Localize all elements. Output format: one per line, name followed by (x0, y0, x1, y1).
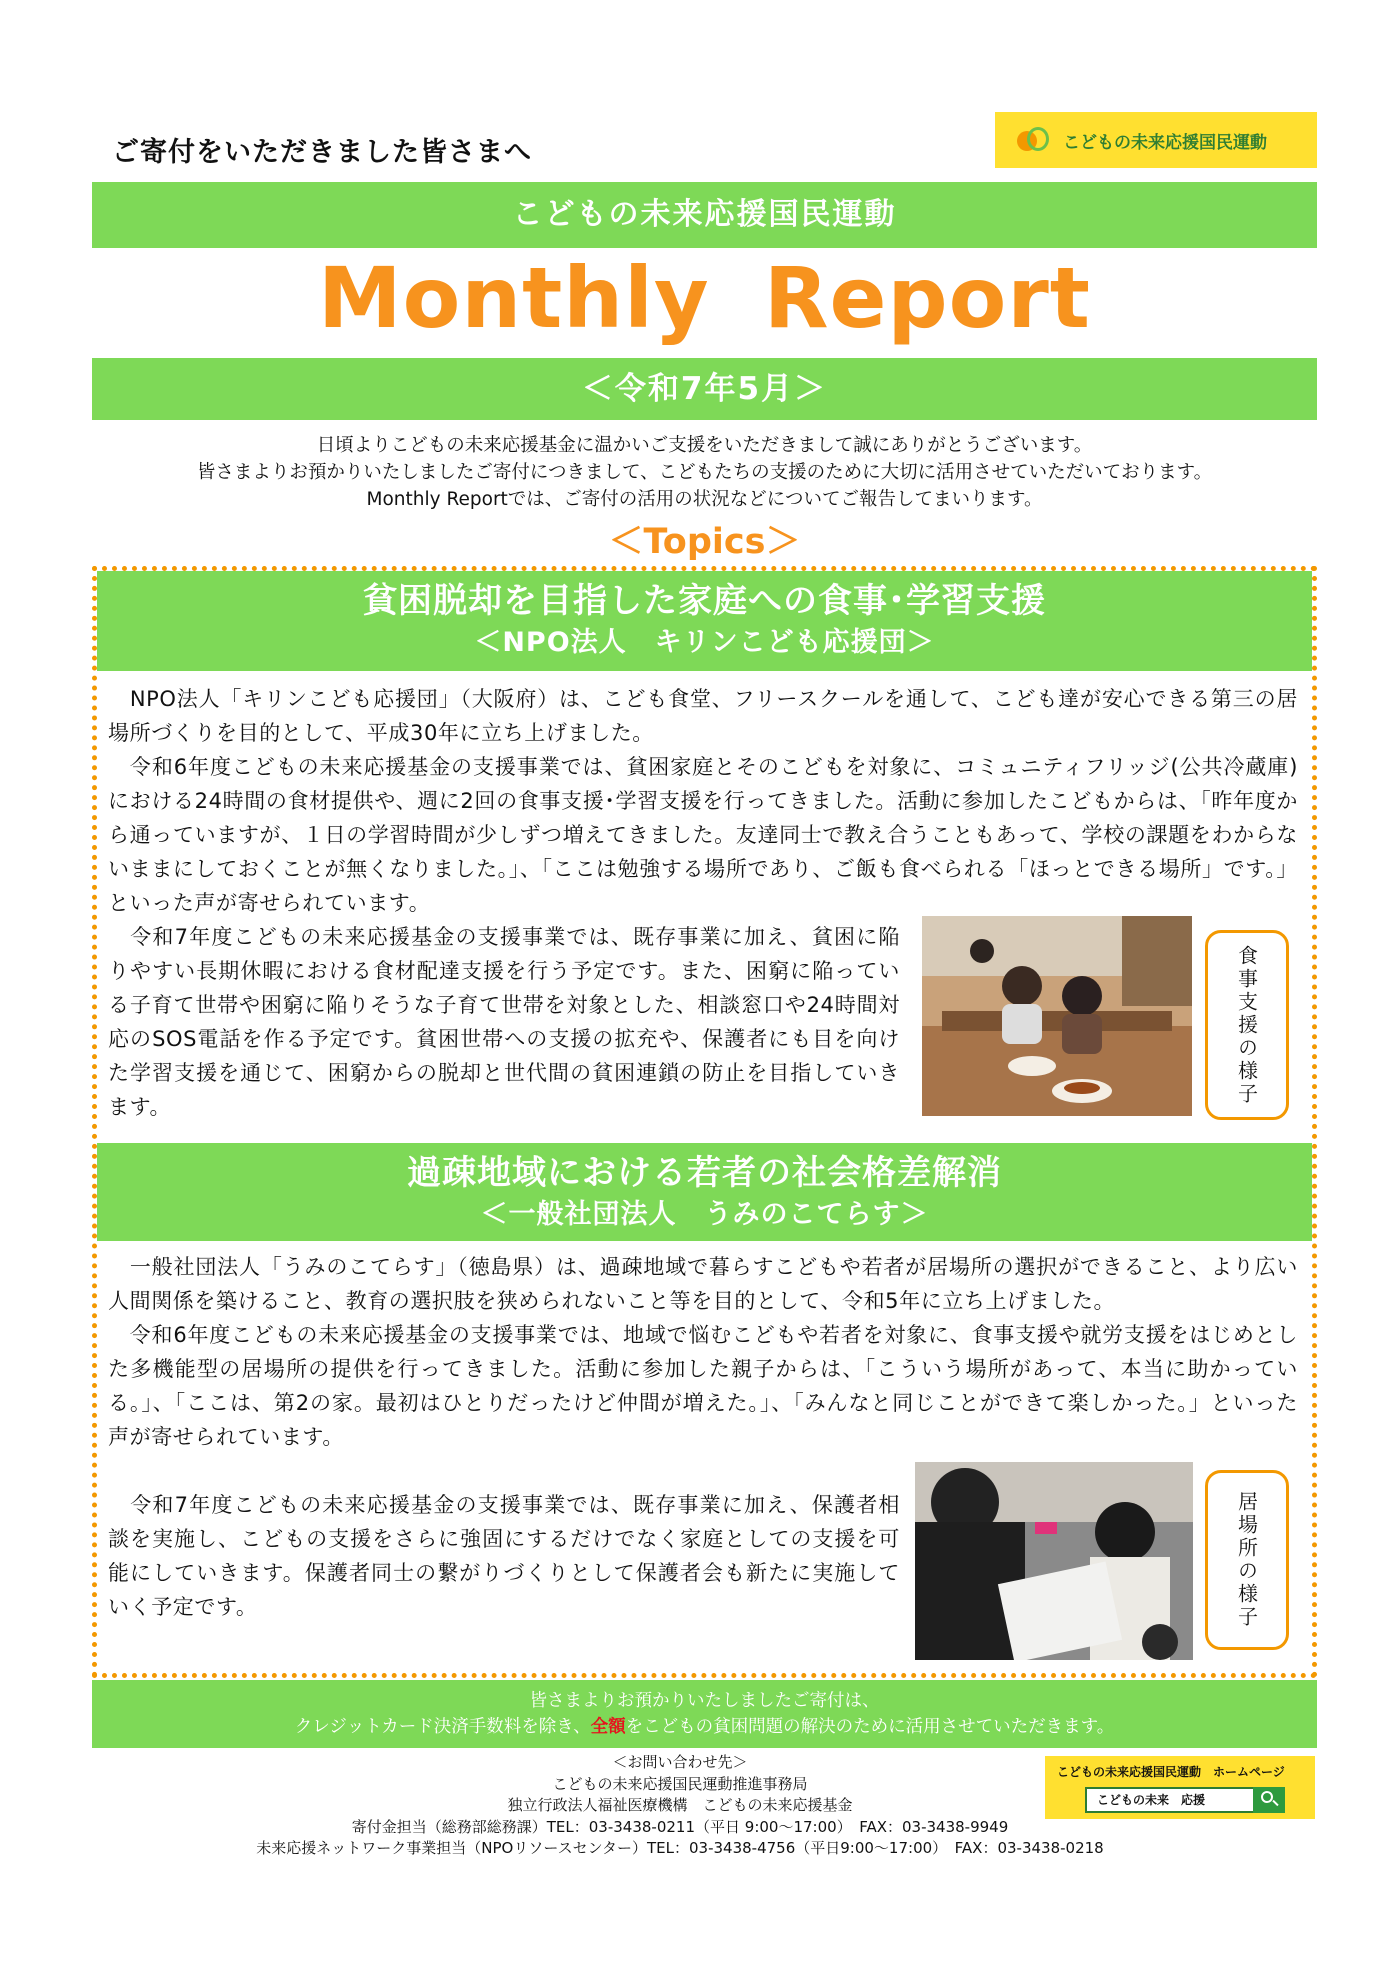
intro-text (92, 432, 1317, 513)
community-space-caption: 居場所の様子 (1205, 1470, 1289, 1650)
topic1-body (108, 682, 1298, 920)
homepage-search-text: こどもの未来 応援 (1097, 1793, 1206, 1807)
topic2-paragraph: 令和6年度こどもの未来応援基金の支援事業では、地域で悩むこどもや若者を対象に、食事支援や就労支援をはじめとした多機能型の居場所の提供を行ってきました。活動に参加した親子からは、「こういう場所があって、本当に助かっている。」、「ここは、第2の家。最初はひとりだったけど仲間が増えた。」、「みんなと同じことができて楽しかった。」といった声が寄せられています。 (108, 1323, 1298, 1449)
search-icon[interactable] (1253, 1787, 1285, 1813)
topic2-paragraph: 一般社団法人「うみのこてらす」（徳島県）は、過疎地域で暮らすこどもや若者が居場所の選択ができること、より広い人間関係を築けること、教育の選択肢を狭められないこと等を目的として、令和5年に立ち上げました。 (108, 1255, 1298, 1313)
meal-support-caption: 食事支援の様子 (1205, 930, 1289, 1120)
donation-usage-text: クレジットカード決済手数料を除き、 (294, 1717, 591, 1737)
report-date-band: ＜令和7年5月＞ (92, 358, 1317, 420)
campaign-logo-text: こどもの未来応援国民運動 (1063, 132, 1267, 153)
contact-line: 独立行政法人福祉医療機構 こどもの未来応援基金 (507, 1796, 853, 1814)
contact-info (230, 1752, 1130, 1860)
topic2-body (108, 1250, 1298, 1454)
community-space-photo (915, 1462, 1193, 1660)
donation-usage-band (92, 1680, 1317, 1748)
intro-line: 日頃よりこどもの未来応援基金に温かいご支援をいただきまして誠にありがとうございます。 (316, 435, 1093, 456)
donation-usage-text: をこどもの貧困問題の解決のために活用させていただきます。 (625, 1717, 1115, 1737)
topics-label: ＜Topics＞ (608, 522, 801, 562)
homepage-search-box[interactable] (1085, 1787, 1285, 1813)
topic1-paragraph: 令和6年度こどもの未来応援基金の支援事業では、貧困家庭とそのこどもを対象に、コミュニティフリッジ(公共冷蔵庫)における24時間の食材提供や、週に2回の食事支援･学習支援を行ってきました。活動に参加したこどもからは、「昨年度から通っていますが、１日の学習時間が少しずつ増えてきました。友達同士で教え合うこともあって、学校の課題をわからないままにしておくことが無くなりました。」、「ここは勉強する場所であり、ご飯も食べられる「ほっとできる場所」です。」といった声が寄せられています。 (108, 755, 1298, 915)
greeting-heading: ご寄付をいただきました皆さまへ (112, 137, 532, 168)
campaign-logo-icon (1017, 127, 1051, 153)
contact-line: こどもの未来応援国民運動推進事務局 (552, 1774, 808, 1793)
full-amount-emphasis: 全額 (590, 1717, 626, 1737)
contact-line: 未来応援ネットワーク事業担当（NPOリソースセンター）TEL：03-3438-4756（平日9:00～17:00） FAX：03-3438-0218 (256, 1839, 1104, 1857)
topic2-heading: 過疎地域における若者の社会格差解消 (407, 1153, 1002, 1193)
donation-usage-line (92, 1714, 1317, 1740)
topic1-heading: 貧困脱却を目指した家庭への食事･学習支援 (363, 581, 1046, 621)
topic1-paragraph: 令和7年度こどもの未来応援基金の支援事業では、既存事業に加え、貧困に陥りやすい長期休暇における食材配達支援を行う予定です。また、困窮に陥っている子育て世帯や困窮に陥りそうな子育て世帯を対象とした、相談窓口や24時間対応のSOS電話を作る予定です。貧困世帯への支援の拡充や、保護者にも目を向けた学習支援を通じて、困窮からの脱却と世代間の貧困連鎖の防止を目指していきます。 (108, 925, 900, 1119)
topic1-subheading: ＜NPO法人 キリンこども応援団＞ (474, 627, 935, 658)
topic1-paragraph: NPO法人「キリンこども応援団」（大阪府）は、こども食堂、フリースクールを通して、こども達が安心できる第三の居場所づくりを目的として、平成30年に立ち上げました。 (108, 687, 1298, 745)
topic2-header (97, 1143, 1312, 1241)
homepage-title: こどもの未来応援国民運動 ホームページ (1057, 1765, 1285, 1779)
donation-usage-line: 皆さまよりお預かりいたしましたご寄付は、 (529, 1691, 880, 1711)
topic2-paragraph: 令和7年度こどもの未来応援基金の支援事業では、既存事業に加え、保護者相談を実施し、こどもの支援をさらに強固にするだけでなく家庭としての支援を可能にしていきます。保護者同士の繋がりづくりとして保護者会も新たに実施していく予定です。 (108, 1493, 900, 1619)
meal-support-photo (922, 916, 1192, 1116)
topic1-header (97, 571, 1312, 671)
contact-label: ＜お問い合わせ先＞ (612, 1753, 748, 1771)
report-title: Monthly Report (318, 249, 1091, 347)
campaign-logo (995, 112, 1317, 168)
org-band: こどもの未来応援国民運動 (92, 182, 1317, 248)
intro-line: 皆さまよりお預かりいたしましたご寄付につきまして、こどもたちの支援のために大切に活用させていただいております。 (196, 462, 1213, 483)
topic2-subheading: ＜一般社団法人 うみのこてらす＞ (480, 1199, 929, 1230)
intro-line: Monthly Reportでは、ご寄付の活用の状況などについてご報告してまいります。 (366, 489, 1043, 510)
contact-line: 寄付金担当（総務部総務課）TEL：03-3438-0211（平日 9:00～17:00） FAX：03-3438-9949 (351, 1817, 1009, 1836)
homepage-search-banner[interactable] (1045, 1756, 1315, 1819)
